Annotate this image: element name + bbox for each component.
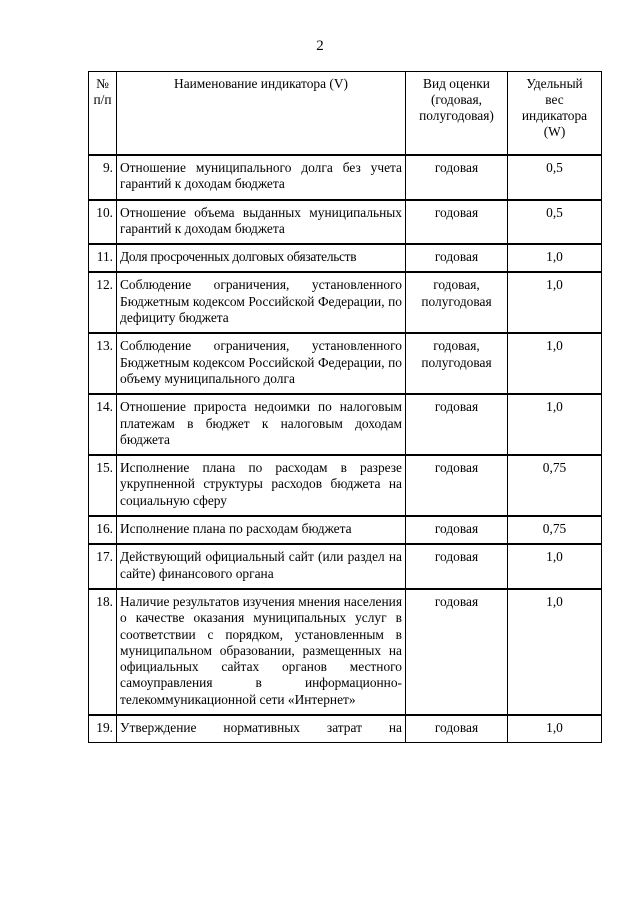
assessment-type: годовая, полугодовая [406,272,508,333]
indicator-weight: 0,75 [508,516,602,544]
indicator-name: Отношение прироста недоимки по налоговым платежам в бюджет к налоговым доходам бюджета [117,394,406,455]
indicator-weight: 1,0 [508,544,602,589]
indicator-weight: 0,75 [508,455,602,516]
table-row [89,715,602,743]
assessment-type: годовая [406,589,508,715]
indicator-name: Действующий официальный сайт (или раздел на сайте) финансового органа [117,544,406,589]
table-row [89,200,602,245]
table-header-row [89,72,602,156]
table-row [89,155,602,200]
table-row [89,516,602,544]
indicator-name: Отношение муниципального долга без учета гарантий к доходам бюджета [117,155,406,200]
indicator-name: Соблюдение ограничения, установленного Бюджетным кодексом Российской Федерации, по объему муниципального долга [117,333,406,394]
header-weight: Удельный вес индикатора (W) [508,72,602,156]
indicator-name: Доля просроченных долговых обязательств [117,244,406,272]
header-assessment-type: Вид оценки (годовая, полугодовая) [406,72,508,156]
row-number: 12. [89,272,117,333]
indicator-name: Отношение объема выданных муниципальных гарантий к доходам бюджета [117,200,406,245]
row-number: 16. [89,516,117,544]
table-row [89,394,602,455]
indicators-table [88,71,602,743]
header-name: Наименование индикатора (V) [117,72,406,156]
indicator-name: Утверждение нормативных затрат на [117,715,406,743]
indicator-weight: 1,0 [508,272,602,333]
indicator-weight: 0,5 [508,155,602,200]
assessment-type: годовая [406,455,508,516]
indicator-name: Исполнение плана по расходам бюджета [117,516,406,544]
table-row [89,333,602,394]
assessment-type: годовая [406,244,508,272]
table-row [89,544,602,589]
assessment-type: годовая [406,516,508,544]
table-row [89,272,602,333]
indicator-weight: 1,0 [508,394,602,455]
indicator-name: Соблюдение ограничения, установленного Бюджетным кодексом Российской Федерации, по дефициту бюджета [117,272,406,333]
header-num: № п/п [89,72,117,156]
assessment-type: годовая [406,715,508,743]
table-row [89,589,602,715]
indicator-weight: 1,0 [508,589,602,715]
table-row [89,455,602,516]
assessment-type: годовая [406,200,508,245]
assessment-type: годовая [406,394,508,455]
row-number: 17. [89,544,117,589]
indicator-name: Исполнение плана по расходам в разрезе укрупненной структуры расходов бюджета на социальную сферу [117,455,406,516]
row-number: 11. [89,244,117,272]
indicator-name: Наличие результатов изучения мнения населения о качестве оказания муниципальных услуг в соответствии с порядком, установленным в муниципальном образовании, размещенных на официальных сайтах органов местного самоуправления в информационно-телекоммуникационной сети «Интернет» [117,589,406,715]
row-number: 18. [89,589,117,715]
row-number: 19. [89,715,117,743]
assessment-type: годовая [406,544,508,589]
indicator-weight: 1,0 [508,715,602,743]
row-number: 13. [89,333,117,394]
table-row [89,244,602,272]
indicator-weight: 1,0 [508,333,602,394]
row-number: 15. [89,455,117,516]
page-number: 2 [316,38,324,54]
row-number: 10. [89,200,117,245]
row-number: 9. [89,155,117,200]
indicator-weight: 1,0 [508,244,602,272]
assessment-type: годовая, полугодовая [406,333,508,394]
indicator-weight: 0,5 [508,200,602,245]
assessment-type: годовая [406,155,508,200]
row-number: 14. [89,394,117,455]
